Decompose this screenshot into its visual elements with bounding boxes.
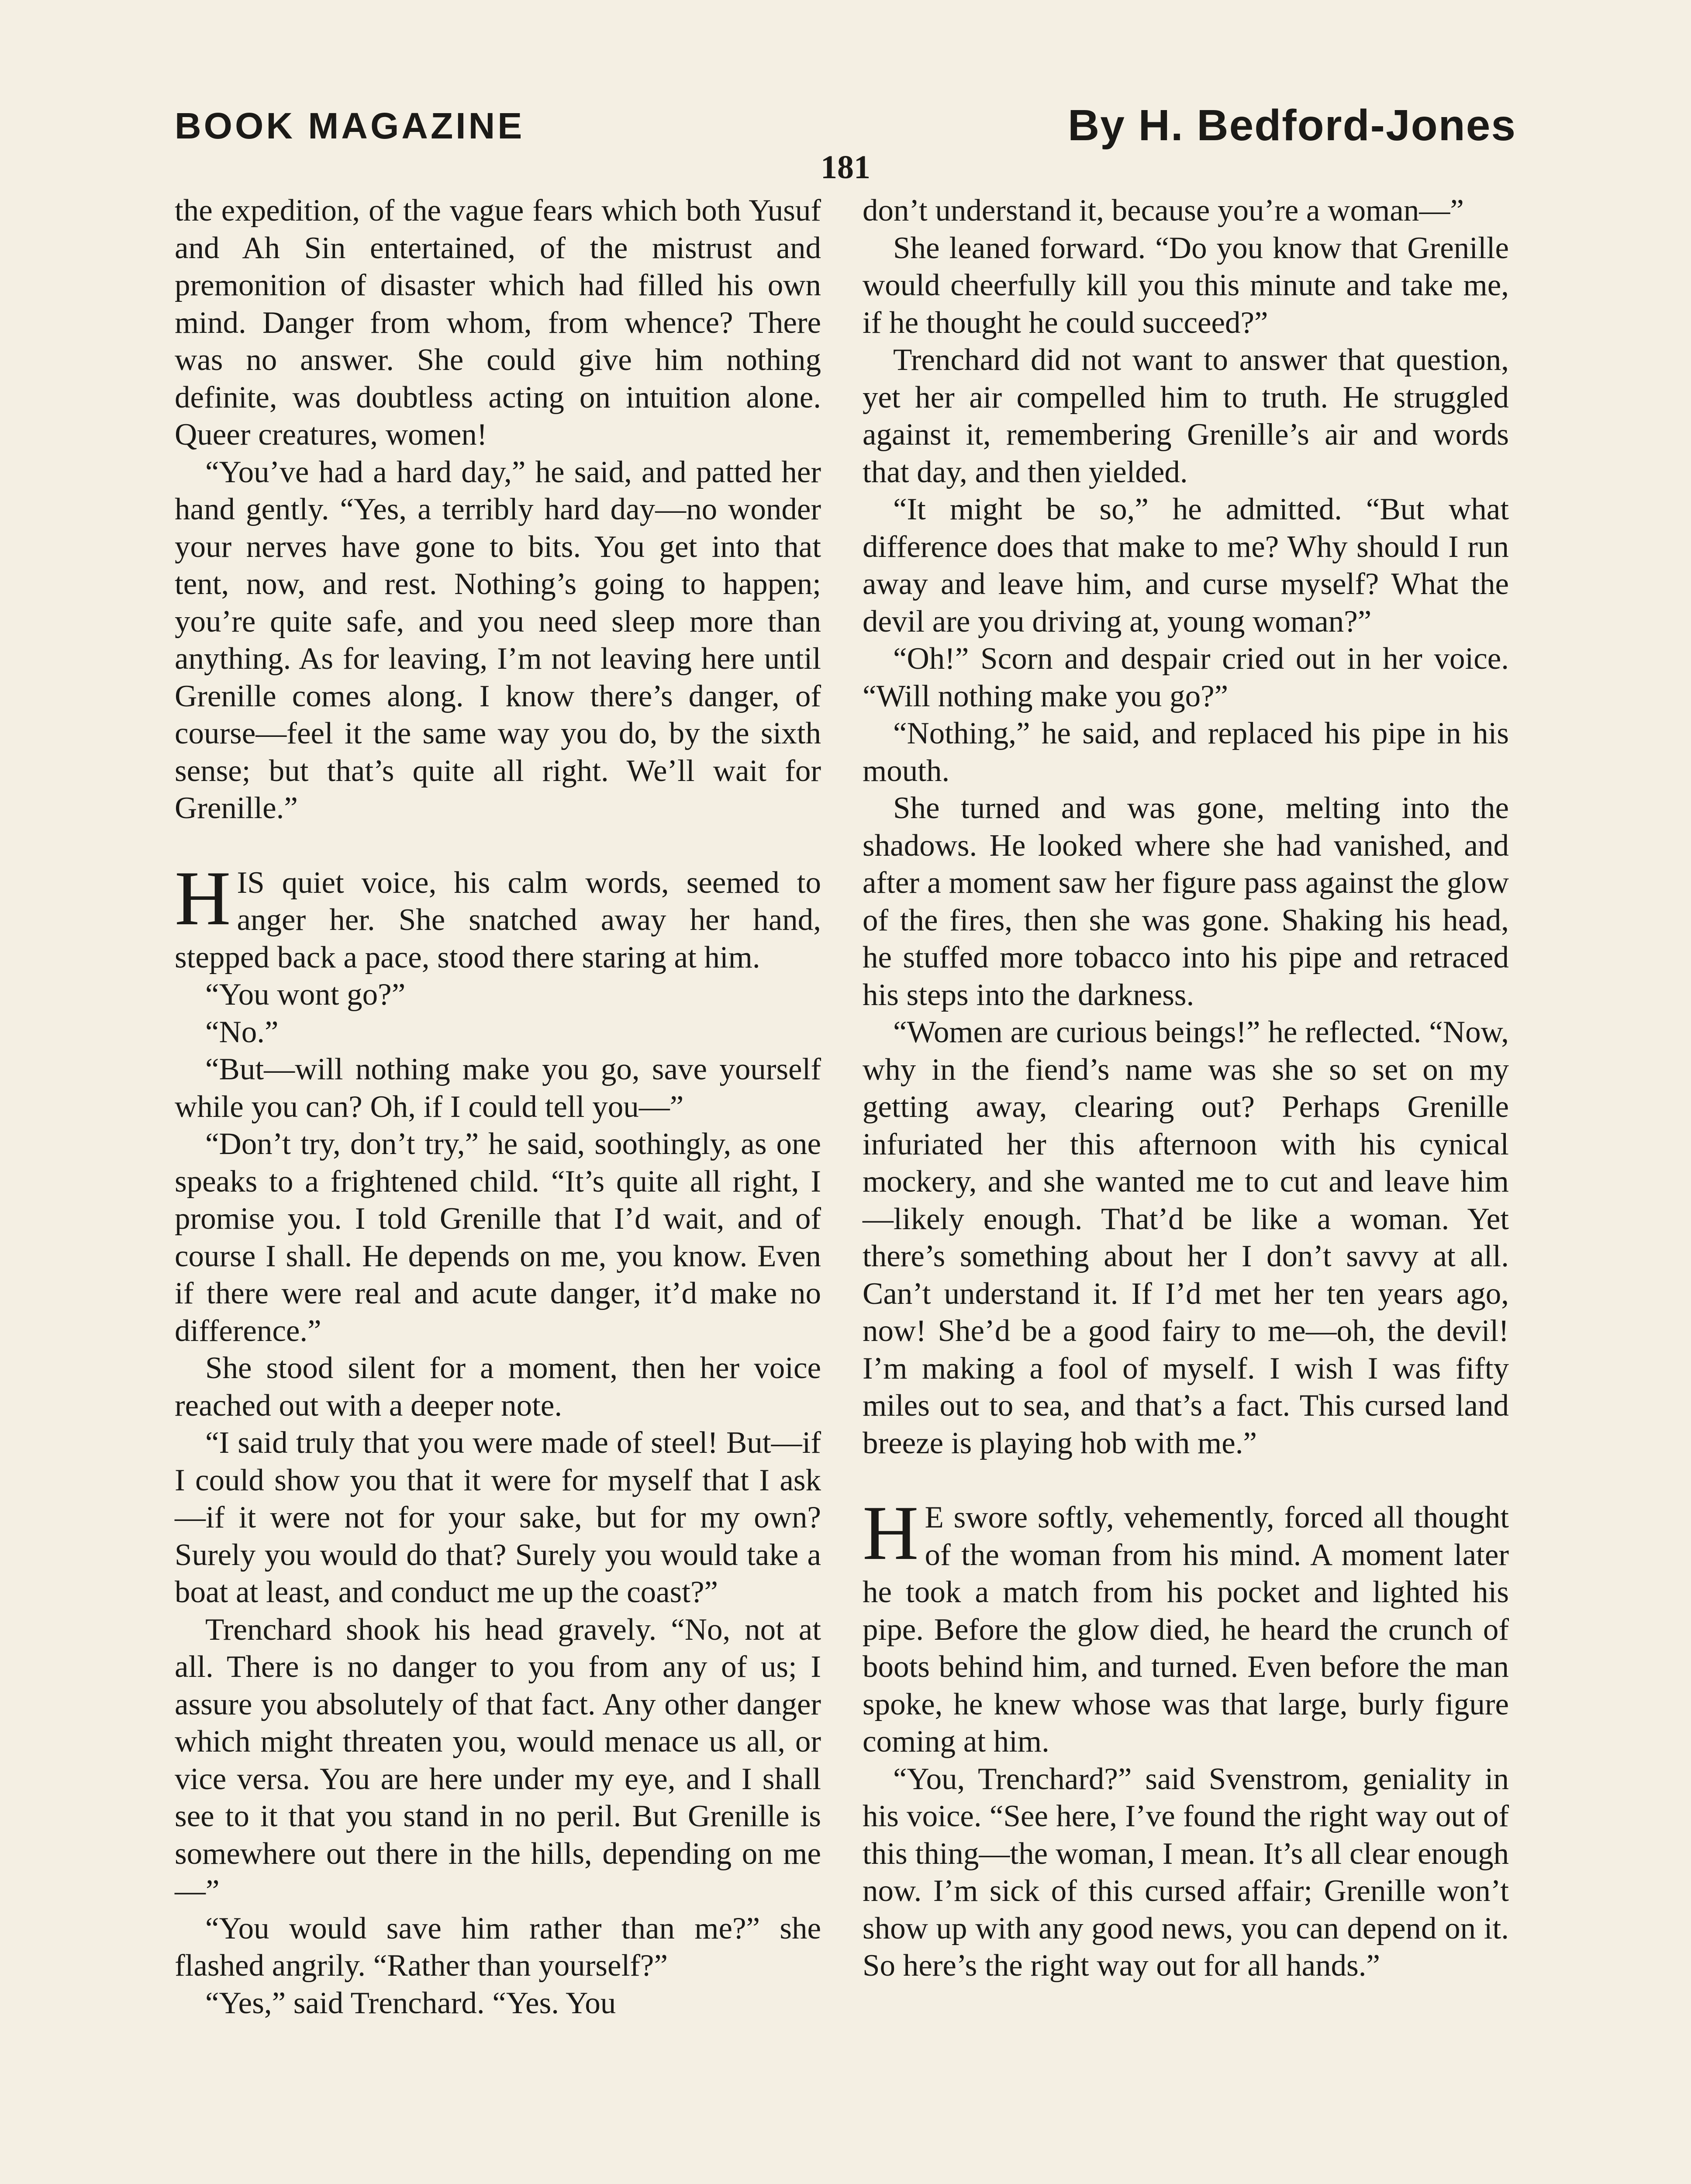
paragraph: “I said truly that you were made of steel! But—if I could show you that it were for myself that I ask—if it were not for your sake, but for my own? Surely you would do that? Surely you would take a boat at least, and conduct me up the coast?” — [175, 1426, 821, 1609]
page-number: 181 — [821, 149, 870, 186]
paragraph: “Women are curious beings!” he reflected. “Now, why in the fiend’s name was she so set on my getting away, clearing out? Perhaps Grenille infuriated her this afternoon with his cynical mockery, and she wanted me to cut and leave him—likely enough. That’d be like a woman. Yet there’s something about her I don’t savvy at all. Can’t understand it. If I’d met her ten years ago, now! She’d be a good fairy to me—oh, the devil! I’m making a fool of myself. I wish I was fifty miles out to sea, and that’s a fact. This cursed land breeze is playing hob with me.” — [863, 1015, 1509, 1460]
left-column — [175, 192, 821, 2022]
paragraph-text: E swore softly, vehemently, forced all thought of the woman from his mind. A moment later he took a match from his pocket and lighted his pipe. Before the glow died, he heard the crunch of boots behind him, and turned. Even before the man spoke, he knew whose was that large, burly figure coming at him. — [863, 1500, 1509, 1759]
paragraph: “Don’t try, don’t try,” he said, soothingly, as one speaks to a frightened child. “It’s quite all right, I promise you. I told Grenille that I’d wait, and of course I shall. He depends on me, you know. Even if there were real and acute danger, it’d make no difference.” — [175, 1127, 821, 1348]
paragraph: “Yes,” said Trenchard. “Yes. You — [205, 1986, 616, 2020]
paragraph: “You wont go?” — [205, 978, 406, 1012]
paragraph: “You, Trenchard?” said Svenstrom, geniality in his voice. “See here, I’ve found the right way out of this thing—the woman, I mean. It’s all clear enough now. I’m sick of this cursed affair; Grenille won’t show up with any good news, you can depend on it. So here’s the right way out for all hands.” — [863, 1762, 1509, 1983]
paragraph: Trenchard shook his head gravely. “No, not at all. There is no danger to you from any of us; I assure you absolutely of that fact. Any other danger which might threaten you, would menace us all, or vice versa. You are here under my eye, and I shall see to it that you stand in no peril. But Grenille is somewhere out there in the hills, depending on me—” — [175, 1612, 821, 1908]
running-head — [175, 100, 1516, 153]
paragraph: “No.” — [205, 1015, 279, 1049]
drop-cap: H — [863, 1489, 919, 1576]
right-column — [863, 192, 1509, 1985]
paragraph: She leaned forward. “Do you know that Grenille would cheerfully kill you this minute and take me, if he thought he could succeed?” — [863, 231, 1509, 340]
paragraph: don’t understand it, because you’re a woman—” — [863, 194, 1464, 228]
paragraph: the expedition, of the vague fears which both Yusuf and Ah Sin entertained, of the mistrust and premonition of disaster which had filled his own mind. Danger from whom, from whence? There was no answer. She could give him nothing definite, was doubtless acting on intuition alone. Queer creatures, women! — [175, 194, 821, 452]
paragraph: “You’ve had a hard day,” he said, and patted her hand gently. “Yes, a terribly hard day—no wonder your nerves have gone to bits. You get into that tent, now, and rest. Nothing’s going to happen; you’re quite safe, and you need sleep more than anything. As for leaving, I’m not leaving here until Grenille comes along. I know there’s danger, of course—feel it the same way you do, by the sixth sense; but that’s quite all right. We’ll wait for Grenille.” — [175, 455, 821, 825]
drop-cap: H — [175, 854, 231, 941]
paragraph: Trenchard did not want to answer that question, yet her air compelled him to truth. He struggled against it, remembering Grenille’s air and words that day, and then yielded. — [863, 343, 1509, 489]
paragraph: She turned and was gone, melting into the shadows. He looked where she had vanished, and after a moment saw her figure pass against the glow of the fires, then she was gone. Shaking his head, he stuffed more tobacco into his pipe and retraced his steps into the darkness. — [863, 791, 1509, 1012]
paragraph: “You would save him rather than me?” she flashed angrily. “Rather than yourself?” — [175, 1911, 821, 1983]
paragraph: She stood silent for a moment, then her voice reached out with a deeper note. — [175, 1351, 821, 1423]
paragraph: “But—will nothing make you go, save yourself while you can? Oh, if I could tell you—” — [175, 1052, 821, 1124]
paragraph: “Oh!” Scorn and despair cried out in her voice. “Will nothing make you go?” — [863, 642, 1509, 713]
section-paragraph — [175, 854, 821, 977]
section-paragraph — [863, 1489, 1509, 1761]
paragraph: “It might be so,” he admitted. “But what difference does that make to me? Why should I run away and leave him, and curse myself? What the devil are you driving at, young woman?” — [863, 492, 1509, 639]
paragraph-text: IS quiet voice, his calm words, seemed to anger her. She snatched away her hand, stepped back a pace, stood there staring at him. — [175, 865, 821, 975]
author-byline: By H. Bedford-Jones — [1067, 101, 1516, 150]
paragraph: “Nothing,” he said, and replaced his pipe in his mouth. — [863, 716, 1509, 788]
magazine-title: BOOK MAGAZINE — [175, 105, 525, 146]
